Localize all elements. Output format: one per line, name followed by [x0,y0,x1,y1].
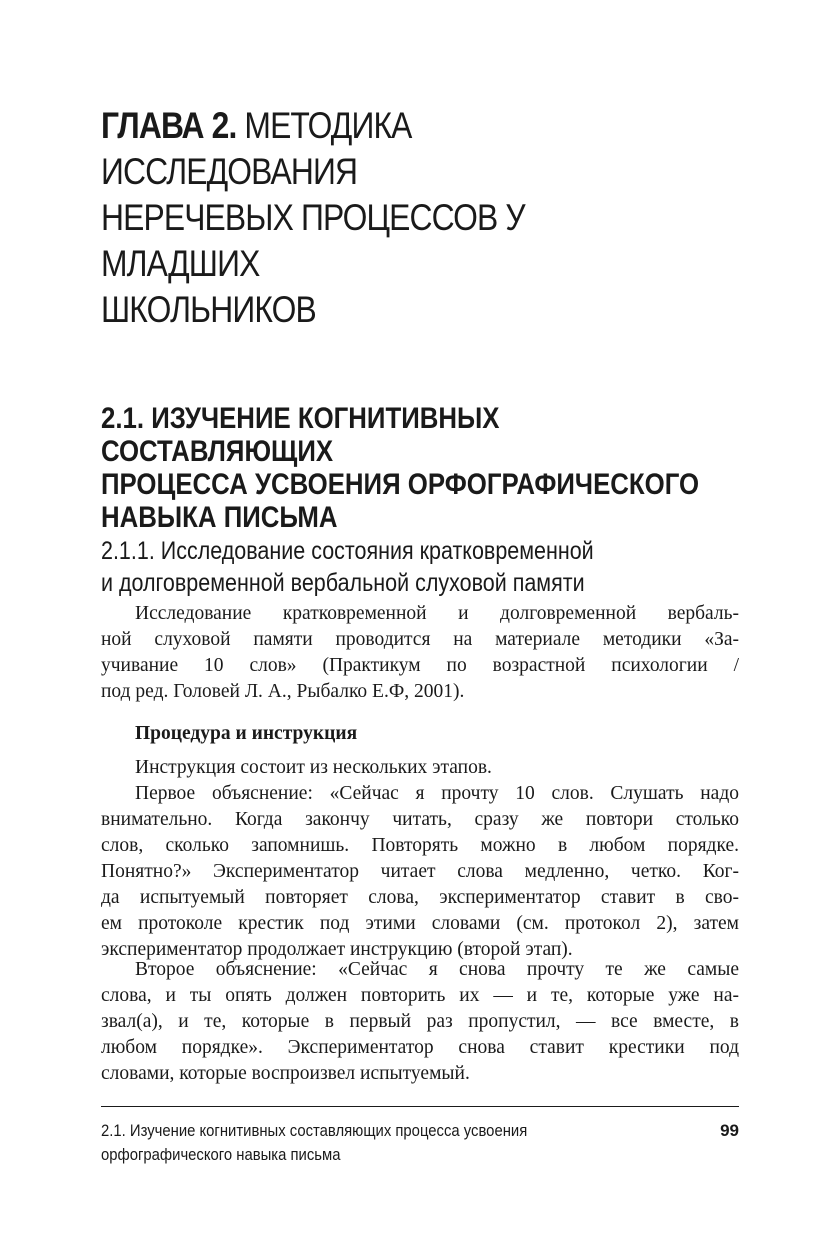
paragraph-line: да испытуемый повторяет слова, экспериментатор ставит в сво- [101,887,739,908]
paragraph-line: ной слуховой памяти проводится на материале методики «За- [101,629,739,650]
paragraph-line: словами, которые воспроизвел испытуемый. [101,1063,470,1084]
footer-divider [101,1106,739,1107]
chapter-title-line: МЕТОДИКА ИССЛЕДОВАНИЯ [101,105,412,192]
paragraph-line: Второе объяснение: «Сейчас я снова прочту те же самые [135,959,739,980]
paragraph-line: ем протоколе крестик под этими словами (см. протокол 2), затем [101,913,739,934]
paragraph-line: учивание 10 слов» (Практикум по возрастной психологии / [101,655,739,676]
footer-line: орфографического навыка письма [101,1146,341,1164]
section-heading-line: ПРОЦЕССА УСВОЕНИЯ ОРФОГРАФИЧЕСКОГО [101,468,700,501]
paragraph-line: экспериментатор продолжает инструкцию (второй этап). [101,939,573,960]
subsection-heading-line: 2.1.1. Исследование состояния кратковременной [101,537,594,565]
page-number: 99 [720,1121,739,1140]
paragraph-line: слов, сколько запомнишь. Повторять можно в любом порядке. [101,835,739,856]
paragraph-line: Исследование кратковременной и долговременной вербаль- [135,603,739,624]
chapter-title-line: НЕРЕЧЕВЫХ ПРОЦЕССОВ У МЛАДШИХ [101,197,525,284]
section-heading-line: 2.1. ИЗУЧЕНИЕ КОГНИТИВНЫХ СОСТАВЛЯЮЩИХ [101,402,500,468]
subsection-heading [101,535,737,599]
paragraph-line: Понятно?» Экспериментатор читает слова медленно, четко. Ког- [101,861,739,882]
chapter-label: ГЛАВА 2. [101,105,237,146]
second-explanation-paragraph [101,957,739,1087]
paragraph-line: Инструкция состоит из нескольких этапов. [135,757,492,778]
paragraph-line: любом порядке». Экспериментатор снова ставит крестики под [101,1037,739,1058]
running-footer-title [101,1119,605,1167]
section-heading [101,402,737,534]
footer-line: 2.1. Изучение когнитивных составляющих процесса усвоения [101,1122,528,1140]
procedure-heading: Процедура и инструкция [135,723,358,744]
intro-paragraph [101,601,739,705]
chapter-title [101,103,651,333]
paragraph-line: Первое объяснение: «Сейчас я прочту 10 слов. Слушать надо [135,783,739,804]
section-heading-line: НАВЫКА ПИСЬМА [101,501,338,534]
paragraph-line: под ред. Головей Л. А., Рыбалко Е.Ф, 2001). [101,681,465,702]
subsection-heading-line: и долговременной вербальной слуховой памяти [101,569,585,597]
chapter-title-line: ШКОЛЬНИКОВ [101,289,316,330]
first-explanation-paragraph [101,781,739,963]
paragraph-line: звал(а), и те, которые в первый раз пропустил, — все вместе, в [101,1011,739,1032]
instruction-paragraph [101,755,739,781]
paragraph-line: слова, и ты опять должен повторить их — и те, которые уже на- [101,985,739,1006]
paragraph-line: внимательно. Когда закончу читать, сразу же повтори столько [101,809,739,830]
